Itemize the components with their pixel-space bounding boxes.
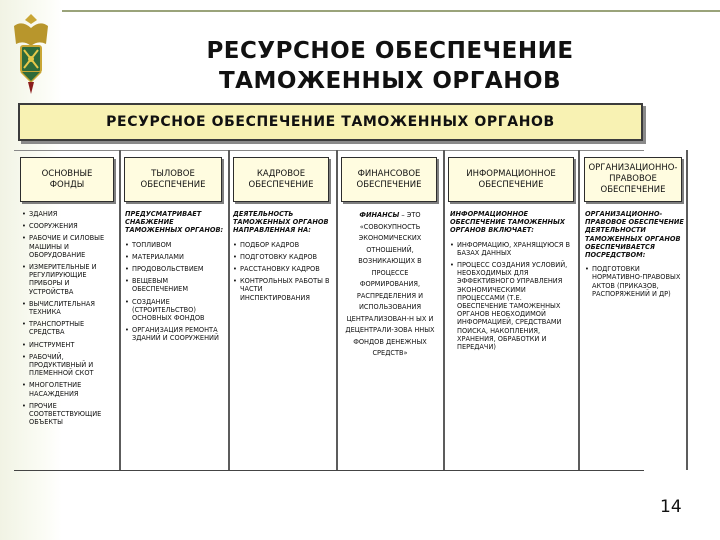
list-item: • СОЗДАНИЕ (СТРОИТЕЛЬСТВО) ОСНОВНЫХ ФОНДОВ — [125, 298, 225, 323]
list-item: • ПРОЦЕСС СОЗДАНИЯ УСЛОВИЙ, НЕОБХОДИМЫХ ДЛЯ ЭФФЕКТИВНОГО УПРАВЛЕНИЯ ЭКОНОМИЧЕСКИМИ ПРОЦЕССАМИ (Т.Е. ОБЕСПЕЧЕНИЕ ТАМОЖЕННЫХ ОРГАНОВ НЕОБХОДИМОЙ ИНФОРМАЦИЕЙ, СРЕДСТВАМИ ПОИСКА, НАКОПЛЕНИЯ, ХРАНЕНИЯ, ОБРАБОТКИ И ПЕРЕДАЧИ) — [450, 261, 572, 351]
list-item: • ПОДГОТОВКИ НОРМАТИВНО-ПРАВОВЫХ АКТОВ (ПРИКАЗОВ, РАСПОРЯЖЕНИЙ И ДР) — [585, 265, 685, 298]
column-divider — [686, 150, 688, 470]
list-item: • ТРАНСПОРТНЫЕ СРЕДСТВА — [22, 320, 114, 336]
header-legal: ОРГАНИЗАЦИОННО-ПРАВОВОЕ ОБЕСПЕЧЕНИЕ — [584, 157, 682, 202]
column-divider — [119, 150, 121, 470]
information-intro: ИНФОРМАЦИОННОЕ ОБЕСПЕЧЕНИЕ ТАМОЖЕННЫХ ОРГАНОВ ВКЛЮЧАЕТ: — [450, 210, 565, 235]
fixed-assets-list — [22, 210, 114, 430]
list-item: • ИНФОРМАЦИЮ, ХРАНЯЩУЮСЯ В БАЗАХ ДАННЫХ — [450, 241, 572, 257]
list-item: • МНОГОЛЕТНИЕ НАСАЖДЕНИЯ — [22, 381, 114, 397]
header-logistics: ТЫЛОВОЕ ОБЕСПЕЧЕНИЕ — [124, 157, 222, 202]
list-item: • РАБОЧИЙ, ПРОДУКТИВНЫЙ И ПЛЕМЕННОЙ СКОТ — [22, 353, 114, 378]
list-item: • ВЫЧИСЛИТЕЛЬНАЯ ТЕХНИКА — [22, 300, 114, 316]
customs-emblem-icon — [8, 10, 54, 98]
list-item: • ПРОЧИЕ СООТВЕТСТВУЮЩИЕ ОБЪЕКТЫ — [22, 402, 114, 427]
header-financial: ФИНАНСОВОЕ ОБЕСПЕЧЕНИЕ — [341, 157, 437, 202]
list-item: • ОРГАНИЗАЦИЯ РЕМОНТА ЗДАНИЙ И СООРУЖЕНИЙ — [125, 326, 225, 342]
list-item: • ПРОДОВОЛЬСТВИЕМ — [125, 265, 225, 273]
financial-term: ФИНАНСЫ — [359, 211, 400, 219]
list-item: • МАТЕРИАЛАМИ — [125, 253, 225, 261]
column-divider-top — [14, 150, 644, 151]
header-information: ИНФОРМАЦИОННОЕ ОБЕСПЕЧЕНИЕ — [448, 157, 574, 202]
title-line-2: ТАМОЖЕННЫХ ОРГАНОВ — [218, 68, 562, 94]
information-content — [450, 210, 572, 355]
financial-definition — [342, 210, 438, 360]
personnel-content — [233, 210, 333, 306]
title-line-1: РЕСУРСНОЕ ОБЕСПЕЧЕНИЕ — [206, 38, 574, 64]
list-item: • ИНСТРУМЕНТ — [22, 341, 114, 349]
personnel-intro: ДЕЯТЕЛЬНОСТЬ ТАМОЖЕННЫХ ОРГАНОВ НАПРАВЛЕННАЯ НА: — [233, 210, 329, 235]
column-divider-bottom — [14, 470, 644, 471]
column-divider — [578, 150, 580, 470]
list-item: • ЗДАНИЯ — [22, 210, 114, 218]
top-rule — [62, 10, 720, 12]
list-item: • ТОПЛИВОМ — [125, 241, 225, 249]
header-fixed-assets: ОСНОВНЫЕ ФОНДЫ — [20, 157, 114, 202]
column-divider — [228, 150, 230, 470]
list-item: • ПОДГОТОВКУ КАДРОВ — [233, 253, 333, 261]
column-divider — [336, 150, 338, 470]
list-item: • ПОДБОР КАДРОВ — [233, 241, 333, 249]
list-item: • СООРУЖЕНИЯ — [22, 222, 114, 230]
header-personnel: КАДРОВОЕ ОБЕСПЕЧЕНИЕ — [233, 157, 329, 202]
list-item: • ВЕЩЕВЫМ ОБЕСПЕЧЕНИЕМ — [125, 277, 225, 293]
list-item: • РАССТАНОВКУ КАДРОВ — [233, 265, 333, 273]
list-item: • РАБОЧИЕ И СИЛОВЫЕ МАШИНЫ И ОБОРУДОВАНИЕ — [22, 234, 114, 259]
column-divider — [443, 150, 445, 470]
legal-content — [585, 210, 685, 302]
logistics-intro: ПРЕДУСМАТРИВАЕТ СНАБЖЕНИЕ ТАМОЖЕННЫХ ОРГАНОВ: — [125, 210, 224, 235]
list-item: • ИЗМЕРИТЕЛЬНЫЕ И РЕГУЛИРУЮЩИЕ ПРИБОРЫ И УСТРОЙСТВА — [22, 263, 114, 296]
section-banner: РЕСУРСНОЕ ОБЕСПЕЧЕНИЕ ТАМОЖЕННЫХ ОРГАНОВ — [18, 103, 643, 141]
page-number: 14 — [660, 497, 682, 517]
page-title — [150, 36, 630, 96]
logistics-content — [125, 210, 225, 347]
legal-intro: ОРГАНИЗАЦИОННО-ПРАВОВОЕ ОБЕСПЕЧЕНИЕ ДЕЯТЕЛЬНОСТИ ТАМОЖЕННЫХ ОРГАНОВ ОБЕСПЕЧИВАЕТСЯ ПОСРЕДСТВОМ: — [585, 210, 684, 260]
list-item: • КОНТРОЛЬНЫХ РАБОТЫ В ЧАСТИ ИНСПЕКТИРОВАНИЯ — [233, 277, 333, 302]
financial-text: – ЭТО «СОВОКУПНОСТЬ ЭКОНОМИЧЕСКИХ ОТНОШЕНИЙ, ВОЗНИКАЮЩИХ В ПРОЦЕССЕ ФОРМИРОВАНИЯ, РАСПРЕДЕЛЕНИЯ И ИСПОЛЬЗОВАНИЯ ЦЕНТРАЛИЗОВАН-Н ЫХ И ДЕЦЕНТРАЛИ-ЗОВА ННЫХ ФОНДОВ ДЕНЕЖНЫХ СРЕДСТВ» — [345, 211, 435, 357]
